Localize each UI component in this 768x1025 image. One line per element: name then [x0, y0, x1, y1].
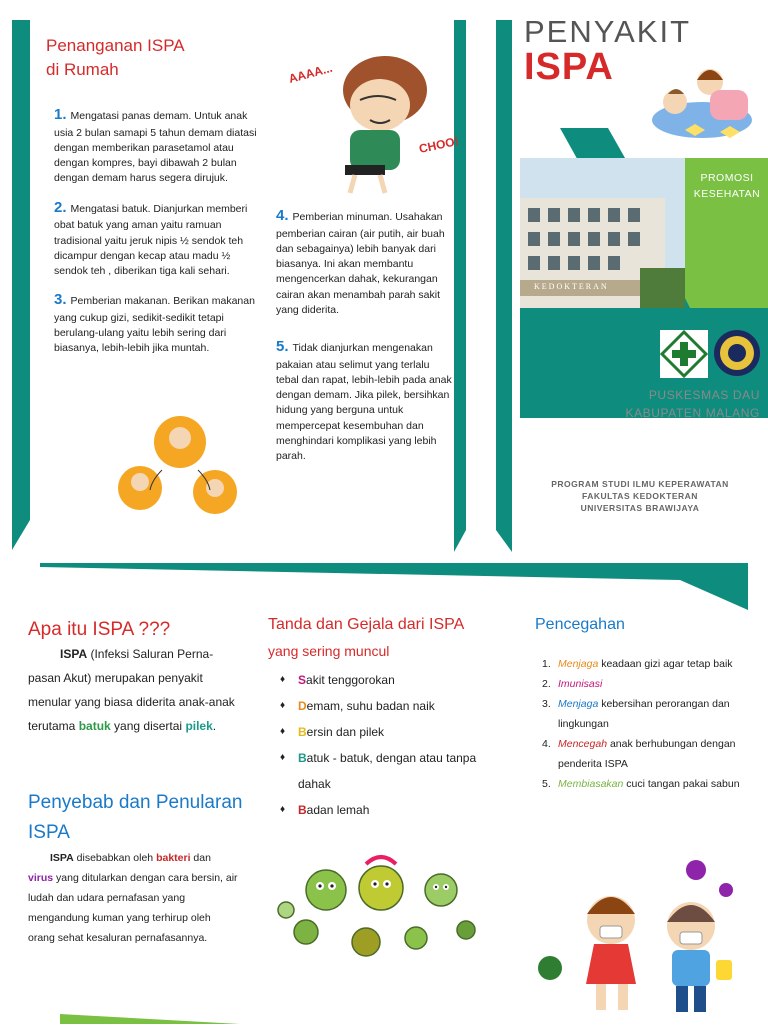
building-photo [520, 158, 685, 308]
promo-line2: KESEHATAN [693, 188, 761, 200]
prevention-number: 4. [542, 738, 551, 750]
prevention-text: keadaan gizi agar tetap baik [598, 658, 733, 670]
penyebab-text-part3: yang ditularkan dengan cara bersin, air ludah dan udara pernafasan yang mengandung kuman yang terhirup oleh orang sehat kesaluran pernafasannya. [28, 872, 238, 944]
prevention-item [538, 734, 750, 774]
item-text: Tidak dianjurkan mengenakan pakaian atau selimut yang terlalu tebal dan rapat, lebih-lebih pada anak dengan demam. Jika pilek, bersihkan hidung yang berguna untuk mempercepat kesembuhan dan menghindari komplikasi yang lebih parah. [276, 342, 452, 463]
symptom-initial: S [298, 673, 307, 687]
prevention-item [538, 654, 750, 674]
symptom-text: ersin dan pilek [306, 725, 385, 739]
university-brawijaya-logo [712, 328, 762, 378]
panel1-title-line2: di Rumah [46, 59, 119, 79]
item-text: Mengatasi panas demam. Untuk anak usia 2 bulan samapi 5 tahun demam diatasi dengan memberikan parasetamol atau dengan kompres, bayi dibawah 2 bulan dengan demam harus segera dirujuk. [54, 110, 257, 185]
apa-text-part3: . [212, 719, 217, 733]
program-line2: FAKULTAS KEDOKTERAN [582, 491, 698, 501]
org-line2: KABUPATEN MALANG [625, 406, 760, 420]
panel1-list [54, 104, 266, 357]
prevention-item [538, 774, 750, 794]
tanda-gejala-list [280, 667, 490, 823]
apa-itu-ispa-title: Apa itu ISPA ??? [28, 619, 171, 640]
program-line3: UNIVERSITAS BRAWIJAYA [580, 503, 700, 513]
sneezing-person-illustration [280, 45, 480, 195]
batuk-highlight: batuk [78, 719, 111, 733]
panel1-title-line1: Penanganan ISPA [46, 36, 185, 55]
prevention-keyword: Mencegah [558, 738, 608, 750]
ispa-abbr: ISPA [60, 647, 88, 661]
children-masks-illustration [536, 850, 761, 1020]
apa-text-part2: yang disertai [110, 719, 186, 733]
pencegahan-title: Pencegahan [535, 616, 625, 633]
prevention-keyword: Menjaga [558, 658, 599, 670]
pilek-highlight: pilek [185, 719, 213, 733]
symptom-text: adan lemah [306, 803, 370, 817]
symptom-initial: B [298, 751, 307, 765]
baby-care-illustration [110, 410, 250, 520]
cover-title-ispa: ISPA [524, 46, 614, 88]
organization-name [600, 386, 760, 422]
cover-title-penyakit: PENYAKIT [524, 14, 692, 49]
symptom-item [280, 719, 490, 745]
symptom-initial: B [298, 725, 307, 739]
panel2-item-4 [276, 205, 454, 318]
symptom-item [280, 667, 490, 693]
prevention-number: 2. [542, 678, 551, 690]
panel1-title [46, 34, 256, 82]
tanda-title-line1: Tanda dan Gejala dari ISPA [268, 616, 465, 633]
item-number: 3. [54, 291, 67, 309]
building-sign: KEDOKTERAN [534, 282, 609, 291]
symptom-item [280, 693, 490, 719]
symptom-initial: B [298, 803, 307, 817]
prevention-text: kebersihan perorangan dan lingkungan [558, 698, 730, 730]
item-number: 5. [276, 338, 289, 356]
item-number: 4. [276, 207, 289, 224]
symptom-text: emam, suhu badan naik [306, 699, 435, 713]
panel2-item-5 [276, 336, 454, 464]
panel1-item-3 [54, 289, 266, 356]
promo-label [692, 170, 762, 202]
cartoon-sound-choo: CHOO! [417, 133, 460, 156]
item-text: Mengatasi batuk. Dianjurkan memberi obat batuk yang aman yaitu ramuan tradisional yaitu jeruk nipis ½ sendok teh dicampur dengan kecap atau madu ½ sendok teh , diberikan tiga kali sehari. [54, 202, 248, 278]
panel2-list [276, 205, 454, 464]
prevention-keyword: Imunisasi [558, 678, 603, 690]
tanda-title-line2: yang sering muncul [268, 643, 390, 659]
item-number: 1. [54, 106, 67, 123]
item-number: 2. [54, 198, 67, 216]
symptom-text: atuk - batuk, dengan atau tanpa dahak [298, 751, 477, 791]
item-text: Pemberian makanan. Berikan makanan yang cukup gizi, sedikit-sedikit tetapi berulang-ulang yaitu lebih sering dari biasanya, lebih-lebih jika muntah. [54, 295, 255, 355]
symptom-text: akit tenggorokan [306, 673, 395, 687]
program-info [528, 478, 752, 514]
prevention-text: anak berhubungan dengan penderita ISPA [558, 738, 736, 770]
program-line1: PROGRAM STUDI ILMU KEPERAWATAN [551, 479, 729, 489]
prevention-item [538, 694, 750, 734]
cartoon-sound-aaaa: AAAA... [287, 60, 334, 86]
prevention-keyword: Membiasakan [558, 778, 624, 790]
promo-line1: PROMOSI [700, 172, 754, 184]
prevention-number: 3. [542, 698, 551, 710]
symptom-item [280, 797, 490, 823]
penyebab-text-part1: disebabkan oleh [73, 852, 157, 864]
pencegahan-list [538, 654, 750, 794]
penyebab-text-part2: dan [190, 852, 211, 864]
germs-illustration [266, 850, 496, 970]
penyebab-title [28, 788, 258, 848]
symptom-item [280, 745, 490, 797]
tanda-gejala-title [268, 612, 508, 664]
org-line1: PUSKESMAS DAU [648, 388, 760, 402]
ispa-abbr: ISPA [50, 852, 74, 864]
prevention-text: cuci tangan pakai sabun [623, 778, 740, 790]
prevention-keyword: Menjaga [558, 698, 599, 710]
penyebab-text [28, 848, 238, 948]
prevention-item [538, 674, 750, 694]
apa-text-part1: (Infeksi Saluran Perna-pasan Akut) merupakan penyakit menular yang biasa diderita anak-anak terutama [28, 647, 235, 733]
bakteri-highlight: bakteri [156, 852, 191, 864]
apa-itu-ispa-text [28, 642, 238, 738]
prevention-number: 1. [542, 658, 551, 670]
item-text: Pemberian minuman. Usahakan pemberian cairan (air putih, air buah dan sebagainya) lebih banyak dari biasanya. Ini akan membantu mengencerkan dahak, kekurangan cairan akan menambah parah sakit yang diderita. [276, 211, 445, 316]
prevention-number: 5. [542, 778, 551, 790]
penyebab-title-line2: ISPA [28, 822, 70, 843]
virus-highlight: virus [28, 872, 54, 884]
penyebab-title-line1: Penyebab dan Penularan [28, 792, 243, 813]
panel1-item-2 [54, 197, 266, 280]
symptom-initial: D [298, 699, 307, 713]
health-department-logo [660, 330, 708, 378]
panel1-item-1 [54, 104, 266, 187]
